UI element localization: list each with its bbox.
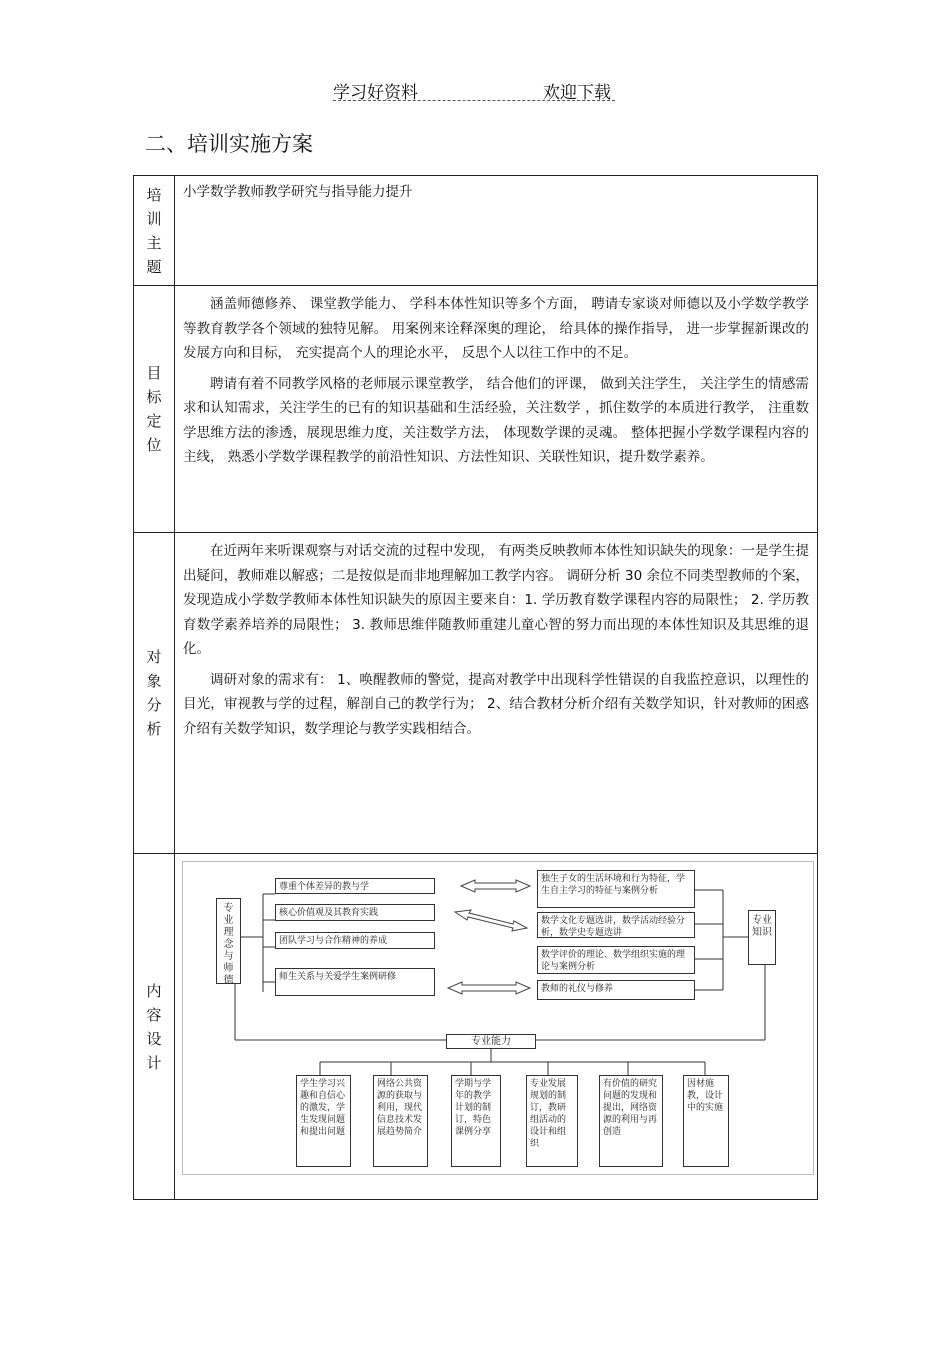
row-content-goals xyxy=(175,286,818,533)
diagram-right-item-2: 数学文化专题选讲，数学活动经验分析，数学史专题选讲 xyxy=(537,912,695,938)
diagram-node-professional-ability: 专业能力 xyxy=(446,1034,536,1049)
diagram-bottom-item-3: 学期与学年的教学计划的制订，特色课例分享 xyxy=(451,1075,501,1167)
label-char: 分 xyxy=(146,696,162,714)
label-char: 内 xyxy=(146,981,162,1000)
diagram-bottom-item-6: 因材施教，设计中的实施 xyxy=(683,1075,729,1167)
row-content-theme xyxy=(175,176,818,286)
section-title: 二、培训实施方案 xyxy=(145,132,313,156)
diagram-bottom-item-5: 有价值的研究问题的发现和提出，网络资源的利用与再创造 xyxy=(599,1075,663,1167)
row-label-audience xyxy=(134,533,175,854)
diagram-node-professional-ethics: 专业理念与师德 xyxy=(216,898,241,984)
label-char: 题 xyxy=(146,257,162,276)
row-label-theme xyxy=(134,176,175,286)
row-label-goals xyxy=(134,286,175,533)
theme-text: 小学数学教师教学研究与指导能力提升 xyxy=(183,184,413,200)
goals-paragraph-2: 聘请有着不同教学风格的老师展示课堂教学， 结合他们的评课， 做到关注学生， 关注学生的情感需求和认知需求，关注学生的已有的知识基础和生活经验，关注数学 ，抓住数学的本质进行教学， 注重数学思维方法的渗透，展现思维力度，关注数学方法， 体现数学课的灵魂。 整体把握小学数学课程内容的主线， 熟悉小学数学课程教学的前沿性知识、方法性知识、关联性知识，提升数学素养。 xyxy=(183,375,809,465)
diagram-bottom-item-4: 专业发展规划的制订，教研组活动的设计和组织 xyxy=(526,1075,578,1167)
label-char: 主 xyxy=(146,233,162,252)
diagram-node-professional-knowledge: 专业知识 xyxy=(748,910,776,965)
diagram-left-item-1: 尊重个体差异的教与学 xyxy=(275,878,435,894)
diagram-left-item-2: 核心价值观及其教育实践 xyxy=(275,904,435,921)
label-char: 析 xyxy=(146,720,162,738)
header-left-text: 学习好资料 xyxy=(333,83,418,103)
label-char: 培 xyxy=(146,185,162,204)
table-row-theme xyxy=(134,176,818,286)
label-char: 定 xyxy=(146,412,162,430)
label-char: 目 xyxy=(146,364,162,382)
label-char: 标 xyxy=(146,388,162,406)
label-char: 设 xyxy=(146,1029,162,1048)
diagram-right-item-3: 数学评价的理论、数学组织实施的理论与案例分析 xyxy=(537,946,695,974)
goals-paragraph-1: 涵盖师德修养、 课堂教学能力、 学科本体性知识等多个方面， 聘请专家谈对师德以及小学数学教学等教育教学各个领域的独特见解。 用案例来诠释深奥的理论， 给具体的操作指导， 进一步掌握新课改的发展方向和目标， 充实提高个人的理论水平， 反思个人以往工作中的不足。 xyxy=(183,296,809,361)
row-label-content xyxy=(134,854,175,1200)
diagram-bottom-item-1: 学生学习兴趣和自信心的激发，学生发现问题和提出问题 xyxy=(296,1075,351,1167)
audience-paragraph-2: 调研对象的需求有： 1、唤醒教师的警觉，提高对教学中出现科学性错误的自我监控意识，以理性的目光，审视教与学的过程，解剖自己的教学行为； 2、结合教材分析介绍有关数学知识，针对教师的困惑介绍有关数学知识，数学理论与教学实践相结合。 xyxy=(183,671,809,737)
table-row-audience xyxy=(134,533,818,854)
label-char: 位 xyxy=(146,436,162,454)
content-design-diagram xyxy=(182,861,814,1175)
diagram-left-item-4: 师生关系与关爱学生案例研修 xyxy=(275,968,435,996)
training-plan-table xyxy=(133,175,818,1200)
row-content-audience xyxy=(175,533,818,854)
diagram-bottom-item-2: 网络公共资源的获取与利用，现代信息技术发展趋势简介 xyxy=(373,1075,428,1167)
page-header xyxy=(0,76,950,106)
diagram-right-item-1: 独生子女的生活环境和行为特征，学生自主学习的特征与案例分析 xyxy=(537,870,695,908)
row-content-design xyxy=(175,854,818,1200)
header-right-text: 欢迎下载 xyxy=(543,83,611,103)
diagram-left-item-3: 团队学习与合作精神的养成 xyxy=(275,932,435,949)
label-char: 对 xyxy=(146,648,162,666)
diagram-right-item-4: 教师的礼仪与修养 xyxy=(537,980,695,1000)
label-char: 象 xyxy=(146,672,162,690)
label-char: 容 xyxy=(146,1005,162,1024)
table-row-goals xyxy=(134,286,818,533)
audience-paragraph-1: 在近两年来听课观察与对话交流的过程中发现， 有两类反映教师本体性知识缺失的现象：一是学生提出疑问，教师难以解惑；二是按似是而非地理解加工教学内容。 调研分析 30 余位不同类型教师的个案，发现造成小学数学教师本体性知识缺失的原因主要来自：1. 学历教育数学课程内容的局限性； 2. 学历教育数学素养培养的局限性； 3. 教师思维伴随教师重建儿童心智的努力而出现的本体性知识及其思维的退化。 xyxy=(183,543,809,657)
label-char: 计 xyxy=(146,1053,162,1072)
table-row-content-design xyxy=(134,854,818,1200)
label-char: 训 xyxy=(146,209,162,228)
